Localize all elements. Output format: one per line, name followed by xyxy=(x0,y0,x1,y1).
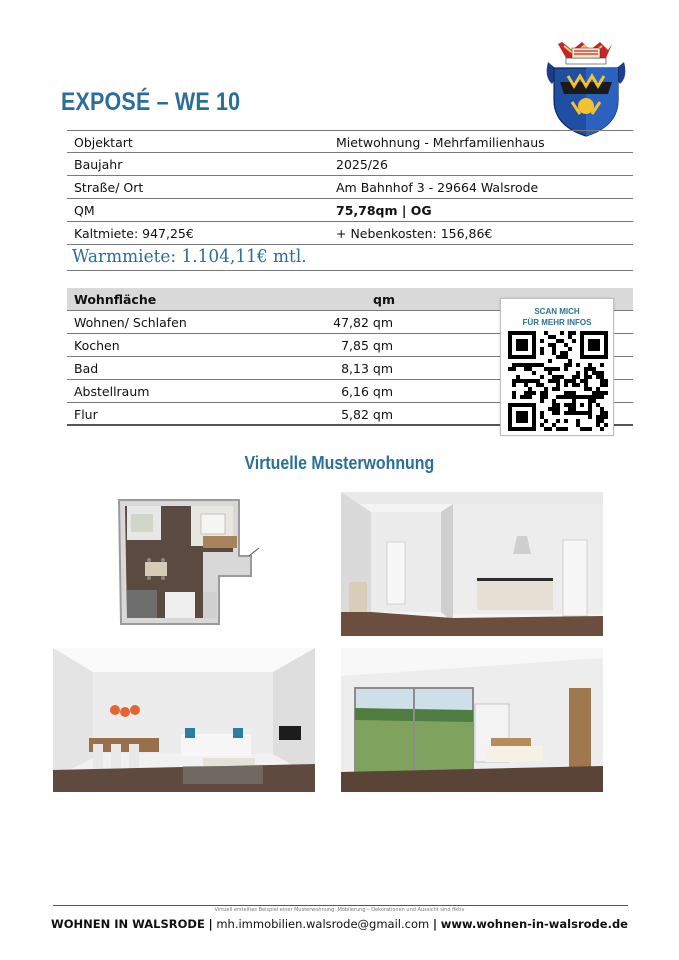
qr-caption-line1: SCAN MICH xyxy=(534,307,580,316)
room-area: 5,82 qm xyxy=(341,407,393,422)
footer-separator: | xyxy=(432,917,438,931)
footer-divider xyxy=(53,905,628,906)
info-label: Straße/ Ort xyxy=(74,180,144,195)
info-row-objektart xyxy=(67,130,633,153)
footer-email-link[interactable]: mh.immobilien.walsrode@gmail.com xyxy=(216,917,430,931)
info-value: 75,78qm | OG xyxy=(336,203,432,218)
kaltmiete-label: Kaltmiete: 947,25€ xyxy=(74,226,194,241)
info-row-baujahr xyxy=(67,153,633,176)
info-row-qm xyxy=(67,199,633,222)
area-header-unit: qm xyxy=(373,292,395,307)
room-name: Abstellraum xyxy=(74,384,150,399)
bedroom-render-image xyxy=(341,648,603,792)
room-name: Wohnen/ Schlafen xyxy=(74,315,187,330)
footer-website-link[interactable]: www.wohnen-in-walsrode.de xyxy=(440,917,628,931)
info-label: QM xyxy=(74,203,95,218)
room-name: Bad xyxy=(74,361,99,376)
info-value: 2025/26 xyxy=(336,157,388,172)
nebenkosten-label: + Nebenkosten: 156,86€ xyxy=(336,226,493,241)
coat-of-arms-logo xyxy=(542,42,630,138)
warmmiete-text: Warmmiete: 1.104,11€ mtl. xyxy=(72,246,307,267)
qr-code-card[interactable] xyxy=(500,298,614,436)
info-label: Baujahr xyxy=(74,157,123,172)
info-label: Objektart xyxy=(74,135,133,150)
section-title: Virtuelle Musterwohnung xyxy=(244,452,435,473)
info-row-address xyxy=(67,176,633,199)
qr-caption-line2: FÜR MEHR INFOS xyxy=(522,318,592,327)
info-value: Am Bahnhof 3 - 29664 Walsrode xyxy=(336,180,539,195)
room-name: Kochen xyxy=(74,338,120,353)
page-title: EXPOSÉ – WE 10 xyxy=(61,88,241,116)
area-header-label: Wohnfläche xyxy=(74,292,157,307)
info-row-rent xyxy=(67,222,633,245)
living-room-render-image xyxy=(53,648,315,792)
footer-separator: | xyxy=(208,917,213,931)
floor-plan-image xyxy=(53,492,315,636)
footer-contact xyxy=(0,917,679,931)
info-value: Mietwohnung - Mehrfamilienhaus xyxy=(336,135,545,150)
room-area: 8,13 qm xyxy=(341,361,393,376)
property-info-table xyxy=(67,130,633,271)
room-area: 6,16 qm xyxy=(341,384,393,399)
room-area: 7,85 qm xyxy=(341,338,393,353)
qr-code-icon[interactable] xyxy=(508,331,608,431)
image-disclaimer: Virtuell erstelltes Beispiel einer Musterwohnung: Möblierung – Dekorationen und Aussicht sind fiktiv xyxy=(214,907,465,913)
room-area: 47,82 qm xyxy=(333,315,393,330)
footer-brand: WOHNEN IN WALSRODE xyxy=(51,917,205,931)
room-name: Flur xyxy=(74,407,98,422)
warmmiete-row xyxy=(67,245,633,271)
kitchen-render-image xyxy=(341,492,603,636)
